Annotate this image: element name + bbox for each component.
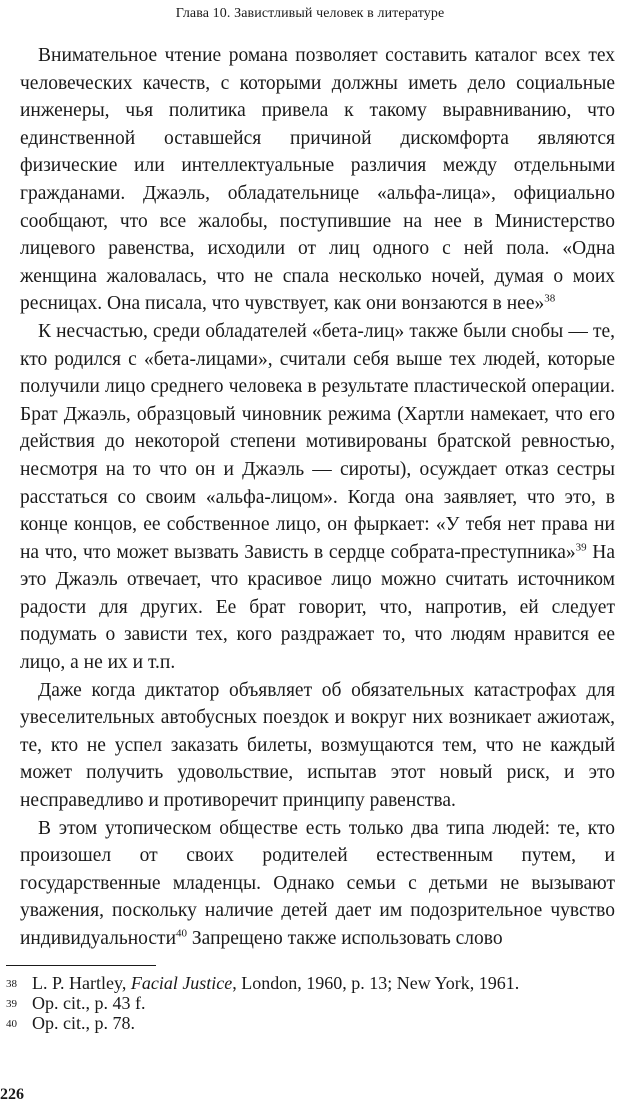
paragraph-text-tail: На это Джаэль отвечает, что красивое лицо можно считать источником радости для других. Ее брат говорит, что, напротив, ей следует подумать о зависти тех, кого раздражает то, что людям нравится ее лицо, а не их и т.п. [20, 541, 615, 674]
footnote-40 [6, 1014, 616, 1034]
footnote-text-publication: , London, 1960, p. 13; New York, 1961. [232, 973, 520, 993]
footnote-39 [6, 994, 616, 1014]
footnote-number: 39 [6, 998, 17, 1010]
footnote-ref-39: 39 [575, 541, 587, 554]
footnote-text [32, 974, 616, 994]
paragraph-4 [20, 815, 615, 953]
paragraph-text-tail: Запрещено также использовать слово [187, 928, 503, 949]
paragraph-text: Даже когда диктатор объявляет об обязательных катастрофах для увеселительных автобусных поездок и вокруг них возникает ажиотаж, те, кто не успел заказать билеты, возмущаются тем, что не каждый может получить удовольствие, испытав этот новый риск, и это несправедливо и противоречит принципу равенства. [20, 679, 615, 812]
running-header: Глава 10. Завистливый человек в литературе [175, 6, 445, 21]
paragraph-1 [20, 42, 615, 318]
footnote-text: Op. cit., p. 43 f. [32, 993, 146, 1013]
footnote-ref-38: 38 [544, 292, 556, 305]
paragraph-text: Внимательное чтение романа позволяет составить каталог всех тех человеческих качеств, с которыми должны иметь дело социальные инженеры, чья политика привела к такому выравниванию, что единственной оставшейся причиной дискомфорта являются физические или интеллектуальные различия между отдельными гражданами. Джаэль, обладательнице «альфа-лица», официально сообщают, что все жалобы, поступившие на нее в Министерство лицевого равенства, исходили от лиц одного с ней пола. «Одна женщина жаловалась, что не спала несколько ночей, думая о моих ресницах. Она писала, что чувствует, как они вонзаются в нее» [20, 45, 615, 315]
footnote-text: Op. cit., p. 78. [32, 1013, 135, 1033]
paragraph-2 [20, 318, 615, 677]
paragraph-text: К несчастью, среди обладателей «бета-лиц» также были снобы — те, кто родился с «бета-лицами», считали себя выше тех людей, которые получили лицо среднего человека в результате пластической операции. Брат Джаэль, образцовый чиновник режима (Хартли намекает, что его действия до некоторой степени мотивированы братской ревностью, несмотря на то что он и Джаэль — сироты), осуждает отказ сестры расстаться со своим «альфа-лицом». Когда она заявляет, что это, в конце концов, ее собственное лицо, он фыркает: «У тебя нет права ни на что, что может вызвать Зависть в сердце собрата-преступника» [20, 320, 615, 563]
main-text [20, 42, 615, 953]
footnote-divider [6, 965, 156, 966]
page-number: 226 [0, 1086, 24, 1103]
footnote-ref-40: 40 [176, 927, 188, 940]
footnote-number: 40 [6, 1018, 17, 1030]
footnotes [6, 974, 616, 1034]
footnote-38 [6, 974, 616, 994]
footnote-number: 38 [6, 978, 17, 990]
paragraph-text: В этом утопическом обществе есть только два типа людей: те, кто произошел от своих родителей естественным путем, и государственные младенцы. Однако семьи с детьми не вызывают уважения, поскольку наличие детей дает им подозрительное чувство индивидуальности [20, 817, 615, 949]
footnote-text-author: L. P. Hartley, [32, 973, 131, 993]
paragraph-3 [20, 677, 615, 815]
footnote-book-title: Facial Justice [130, 973, 233, 993]
